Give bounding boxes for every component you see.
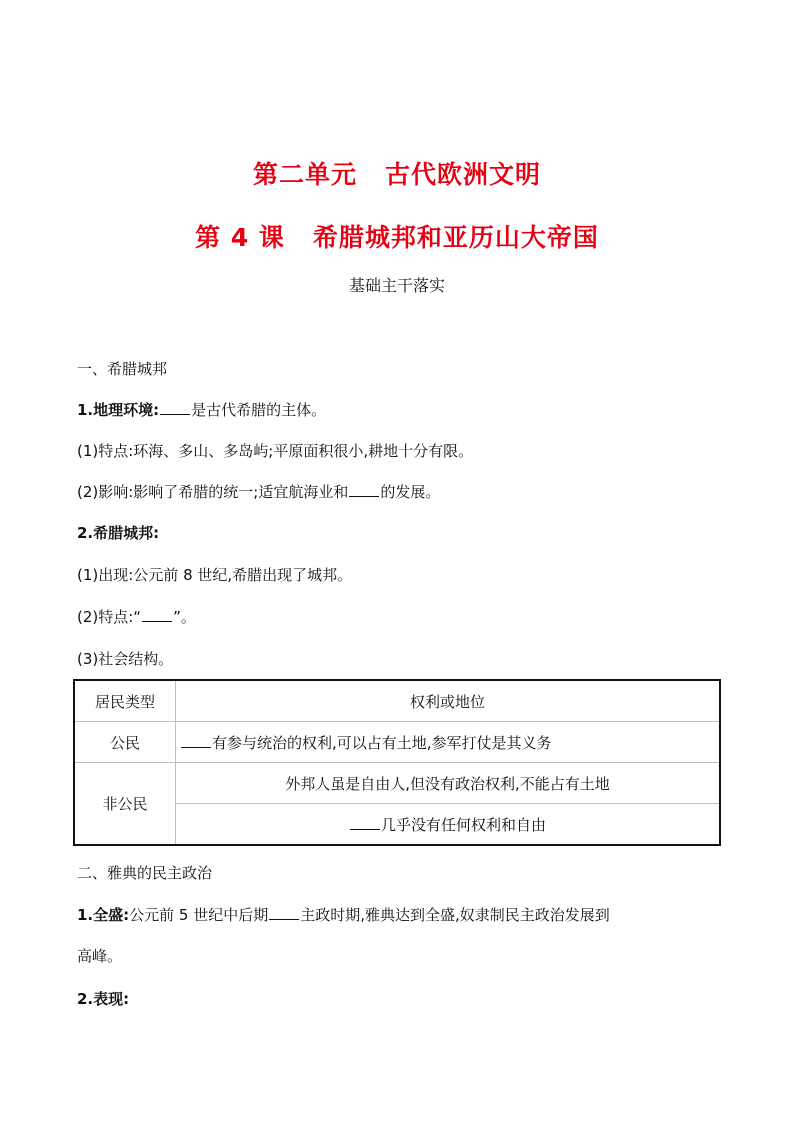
lesson-number: 第 4 课: [195, 223, 285, 252]
peak-text-a: 公元前 5 世纪中后期: [129, 906, 269, 924]
section2-heading: 二、雅典的民主政治: [77, 864, 213, 882]
cell-slave-rights: [176, 804, 721, 846]
header-resident-type: 居民类型: [74, 680, 176, 722]
city-state-feature: [77, 606, 196, 627]
city-state-heading: 2.希腊城邦:: [77, 524, 160, 542]
citizen-rights-text: 有参与统治的权利,可以占有土地,参军打仗是其义务: [212, 733, 552, 752]
feature-text-b: ”。: [173, 608, 196, 626]
table-row: [74, 722, 720, 763]
unit-name: 古代欧洲文明: [385, 160, 542, 189]
influence-text-a: (2)影响:影响了希腊的统一;适宜航海业和: [77, 483, 349, 501]
feature-text-a: (2)特点:“: [77, 608, 142, 626]
table-header-row: [74, 680, 720, 722]
fill-blank[interactable]: [142, 607, 172, 622]
peak-line: [77, 904, 610, 925]
cell-non-citizen: 非公民: [74, 763, 176, 846]
cell-citizen-rights: [176, 722, 721, 763]
geography-influence: [77, 481, 440, 502]
section-subtitle: 基础主干落实: [348, 276, 445, 295]
header-rights: 权利或地位: [176, 680, 721, 722]
cell-foreigner-rights: 外邦人虽是自由人,但没有政治权利,不能占有土地: [176, 763, 721, 804]
lesson-name: 希腊城邦和亚历山大帝国: [312, 223, 599, 252]
fill-blank[interactable]: [181, 733, 211, 748]
city-state-origin: (1)出现:公元前 8 世纪,希腊出现了城邦。: [77, 566, 353, 584]
influence-text-b: 的发展。: [380, 483, 441, 501]
fill-blank[interactable]: [269, 905, 299, 920]
geography-line: [77, 399, 326, 420]
fill-blank[interactable]: [350, 815, 380, 830]
lesson-title: [0, 218, 794, 254]
peak-text-b: 主政时期,雅典达到全盛,奴隶制民主政治发展到: [300, 906, 610, 924]
geography-text: 是古代希腊的主体。: [191, 401, 327, 419]
slave-rights-text: 几乎没有任何权利和自由: [380, 815, 546, 834]
performance-heading: 2.表现:: [77, 990, 130, 1008]
social-structure-label: (3)社会结构。: [77, 650, 174, 668]
fill-blank[interactable]: [349, 482, 379, 497]
fill-blank[interactable]: [160, 400, 190, 415]
geography-label: 1.地理环境:: [77, 401, 160, 419]
social-structure-table: [73, 679, 721, 846]
table-row: [74, 763, 720, 804]
section1-heading: 一、希腊城邦: [77, 360, 168, 378]
peak-label: 1.全盛:: [77, 906, 130, 924]
cell-citizen: 公民: [74, 722, 176, 763]
unit-title: [0, 155, 794, 191]
peak-line-continued: 高峰。: [77, 947, 123, 965]
unit-number: 第二单元: [252, 160, 357, 189]
geography-feature: (1)特点:环海、多山、多岛屿;平原面积很小,耕地十分有限。: [77, 442, 474, 460]
